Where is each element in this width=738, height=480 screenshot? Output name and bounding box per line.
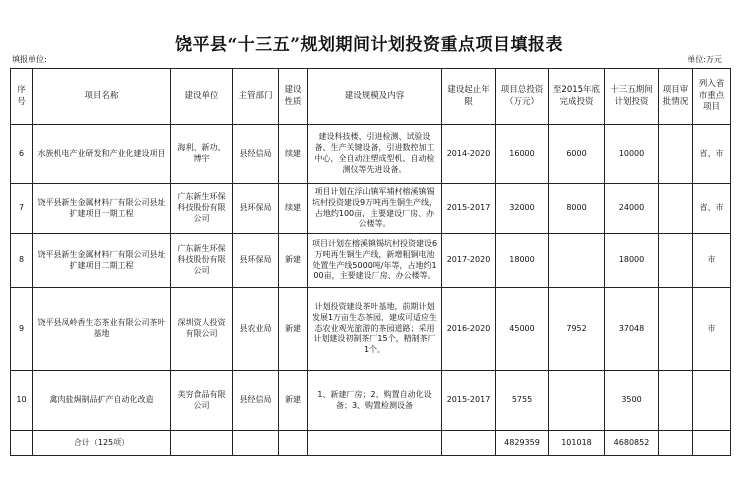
cell-builder: 海利、新功、博宇 (171, 125, 233, 184)
header-done-2015: 至2015年底完成投资 (549, 69, 605, 125)
header-plan-135: 十三五期间计划投资 (605, 69, 659, 125)
summary-empty-dept (233, 431, 279, 456)
cell-content: 计划投资建设茶叶基地，前期计划发展1万亩生态茶园，建成可适应生态农业观光旅游的茶园道路；采用计划建设初制茶厂15个，精制茶厂1个。 (308, 288, 442, 371)
header-nature: 建设性质 (279, 69, 308, 125)
cell-dept: 县经信局 (233, 371, 279, 431)
cell-dept: 县环保局 (233, 184, 279, 234)
cell-done-2015 (549, 234, 605, 288)
header-name: 项目名称 (33, 69, 171, 125)
cell-plan-135: 10000 (605, 125, 659, 184)
page-title: 饶平县“十三五”规划期间计划投资重点项目填报表 (174, 35, 564, 55)
cell-approval (659, 371, 693, 431)
cell-key-project: 市 (693, 234, 731, 288)
summary-empty-no (11, 431, 33, 456)
cell-no: 8 (11, 234, 33, 288)
cell-dept: 县经信局 (233, 125, 279, 184)
table-header-row (11, 69, 731, 125)
summary-empty-key-project (693, 431, 731, 456)
header-builder: 建设单位 (171, 69, 233, 125)
cell-years: 2015-2017 (442, 371, 496, 431)
cell-no: 7 (11, 184, 33, 234)
cell-nature: 新建 (279, 234, 308, 288)
cell-years: 2016-2020 (442, 288, 496, 371)
cell-years: 2017-2020 (442, 234, 496, 288)
cell-nature: 新建 (279, 288, 308, 371)
cell-total: 45000 (496, 288, 549, 371)
cell-builder: 广东新生环保科技股份有限公司 (171, 184, 233, 234)
cell-total: 5755 (496, 371, 549, 431)
cell-content: 建设科技楼、引进检测、试验设备、生产关键设备，引进数控加工中心，全自动注塑成型机、自动检测仪等先进设备。 (308, 125, 442, 184)
cell-plan-135: 24000 (605, 184, 659, 234)
summary-empty-years (442, 431, 496, 456)
cell-content: 项目计划在榕溪镇锡坑村投资建设6万吨再生铜生产线，新增粗铜电池处置生产线5000吨/年等，占地约100亩，主要建设厂房、办公楼等。 (308, 234, 442, 288)
cell-nature: 续建 (279, 184, 308, 234)
header-total: 项目总投资（万元） (496, 69, 549, 125)
summary-done-2015: 101018 (549, 431, 605, 456)
header-years: 建设起止年限 (442, 69, 496, 125)
table-row (11, 371, 731, 431)
cell-total: 16000 (496, 125, 549, 184)
cell-years: 2015-2017 (442, 184, 496, 234)
cell-approval (659, 288, 693, 371)
cell-approval (659, 234, 693, 288)
cell-nature: 续建 (279, 125, 308, 184)
cell-no: 10 (11, 371, 33, 431)
header-content: 建设规模及内容 (308, 69, 442, 125)
cell-dept: 县农业局 (233, 288, 279, 371)
cell-name: 禽肉盐焗制品扩产自动化改造 (33, 371, 171, 431)
project-table (10, 68, 731, 456)
cell-no: 9 (11, 288, 33, 371)
cell-name: 饶平县新生金属材料厂有限公司县址扩建项目一期工程 (33, 184, 171, 234)
cell-plan-135: 37048 (605, 288, 659, 371)
summary-empty-nature (279, 431, 308, 456)
cell-done-2015: 8000 (549, 184, 605, 234)
cell-plan-135: 18000 (605, 234, 659, 288)
summary-label: 合计（125项） (33, 431, 171, 456)
cell-done-2015: 6000 (549, 125, 605, 184)
cell-plan-135: 3500 (605, 371, 659, 431)
summary-row (11, 431, 731, 456)
cell-dept: 县环保局 (233, 234, 279, 288)
cell-years: 2014-2020 (442, 125, 496, 184)
cell-approval (659, 125, 693, 184)
cell-key-project: 省、市 (693, 184, 731, 234)
summary-empty-content (308, 431, 442, 456)
cell-builder: 美穷食品有限公司 (171, 371, 233, 431)
cell-no: 6 (11, 125, 33, 184)
cell-done-2015: 7952 (549, 288, 605, 371)
cell-key-project (693, 371, 731, 431)
summary-empty-approval (659, 431, 693, 456)
header-approval: 项目审批情况 (659, 69, 693, 125)
cell-name: 水族机电产业研发和产业化建设项目 (33, 125, 171, 184)
cell-key-project: 省、市 (693, 125, 731, 184)
cell-done-2015 (549, 371, 605, 431)
cell-content: 项目计划在浮山镇军埔村榕溪镇锡坑村投资建设9万吨再生铜生产线，占地约100亩，主要建设厂房、办公楼等。 (308, 184, 442, 234)
header-key-project: 列入省市重点项目 (693, 69, 731, 125)
table-row (11, 125, 731, 184)
cell-name: 饶平县凤岭香生态茶业有限公司茶叶基地 (33, 288, 171, 371)
table-row (11, 234, 731, 288)
header-dept: 主管部门 (233, 69, 279, 125)
cell-builder: 广东新生环保科技股份有限公司 (171, 234, 233, 288)
cell-key-project: 市 (693, 288, 731, 371)
table-row (11, 288, 731, 371)
cell-total: 18000 (496, 234, 549, 288)
cell-nature: 新建 (279, 371, 308, 431)
cell-content: 1、新建厂房；2、购置自动化设备；3、购置检测设备 (308, 371, 442, 431)
cell-total: 32000 (496, 184, 549, 234)
cell-builder: 深圳资人投资有限公司 (171, 288, 233, 371)
table-row (11, 184, 731, 234)
summary-total: 4829359 (496, 431, 549, 456)
reporting-unit-label: 填报单位: (12, 55, 47, 64)
cell-approval (659, 184, 693, 234)
cell-name: 饶平县新生金属材料厂有限公司县址扩建项目二期工程 (33, 234, 171, 288)
summary-empty-builder (171, 431, 233, 456)
summary-plan-135: 4680852 (605, 431, 659, 456)
header-no: 序号 (11, 69, 33, 125)
unit-label: 单位:万元 (687, 55, 722, 64)
